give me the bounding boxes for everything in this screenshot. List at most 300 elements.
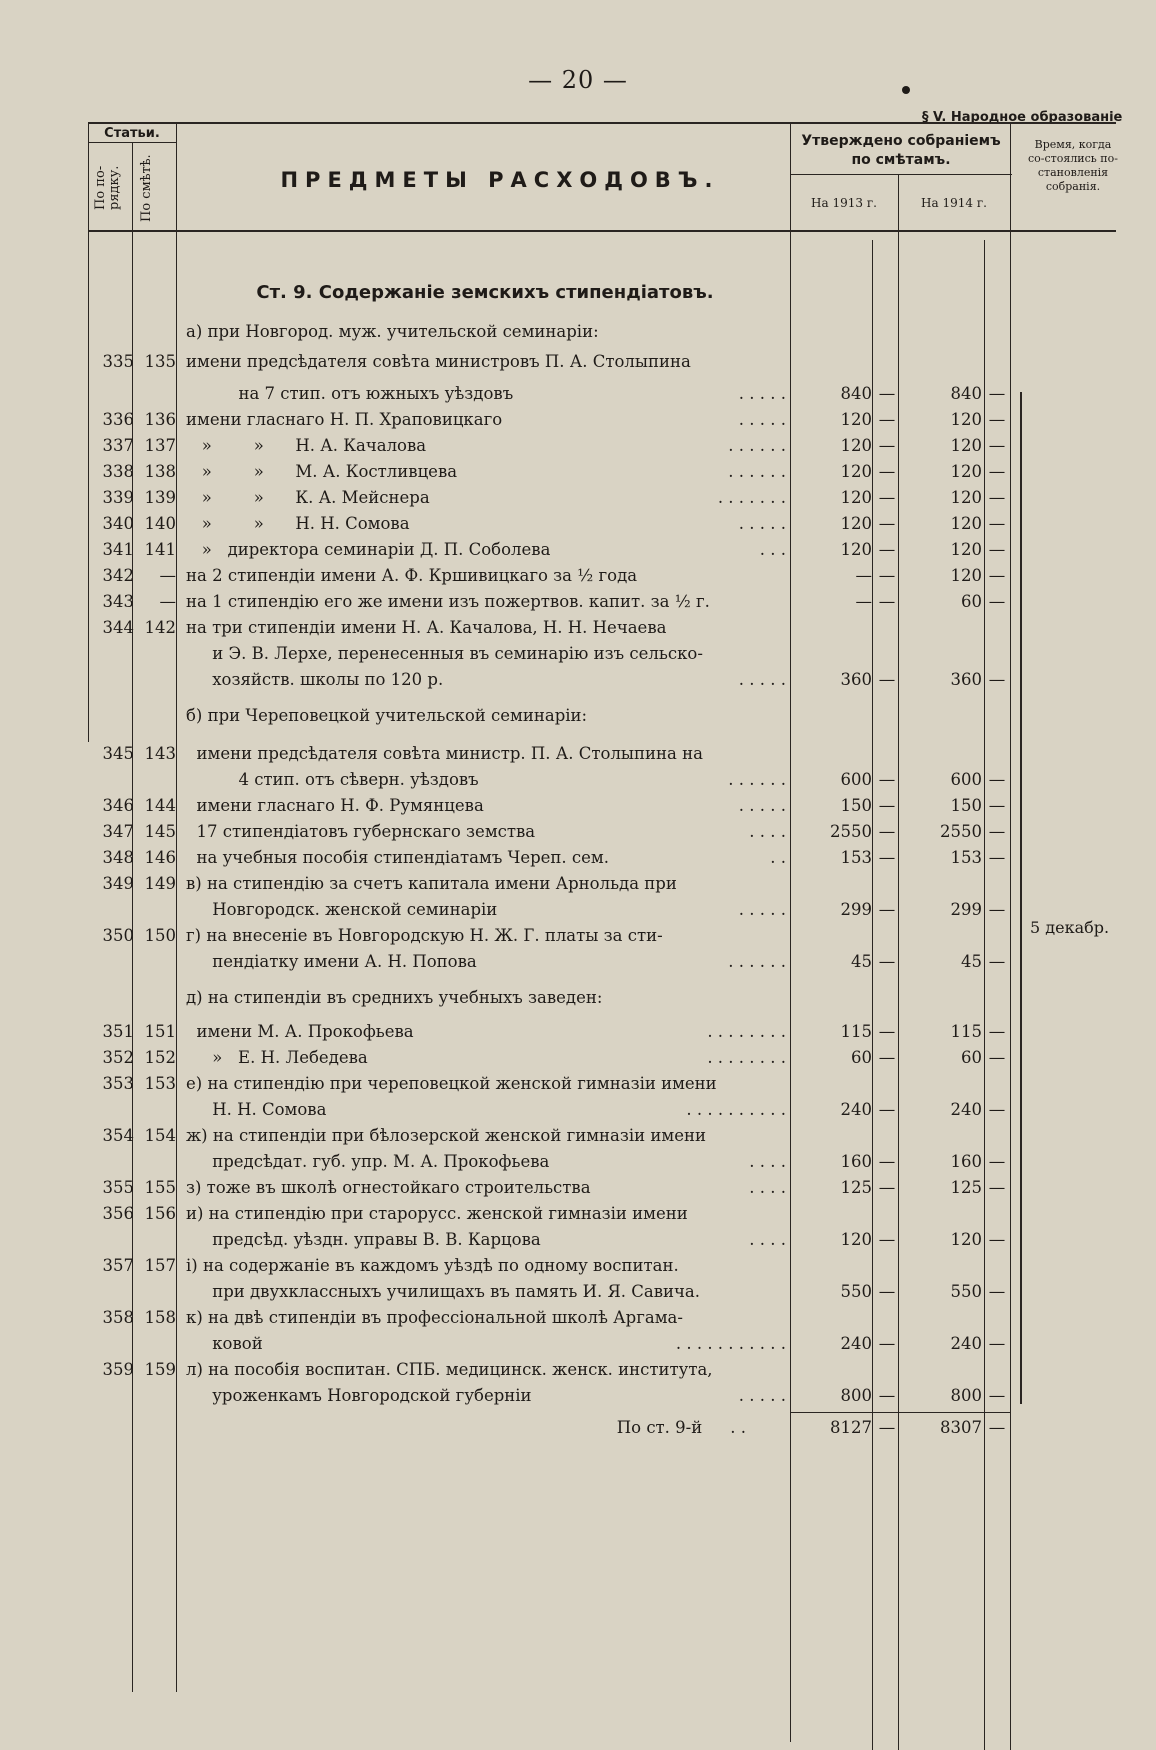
row-number: 337 [102, 436, 134, 455]
years-rule [790, 174, 1012, 175]
row-description-cell [186, 592, 786, 611]
table-row [0, 1178, 1156, 1204]
row-description-cell [186, 900, 786, 919]
header-statyi: Статьи. [104, 126, 160, 141]
row-number: 352 [102, 1048, 134, 1067]
amount-1914: 125 [950, 1178, 982, 1197]
row-description-cell [186, 436, 786, 455]
table-row [0, 670, 1156, 696]
row-text: г) на внесеніе въ Новгородскую Н. Ж. Г. платы за сти- [186, 926, 663, 945]
amount-1914: 45 [961, 952, 982, 971]
leader-dots: . . . . . . [728, 462, 786, 481]
amount-1913: 840 [840, 384, 872, 403]
kopeks-1913: — [878, 488, 896, 507]
table-row [0, 322, 1156, 348]
row-number: 348 [102, 848, 134, 867]
amount-1913: 120 [840, 462, 872, 481]
kopeks-1913: — [878, 1178, 896, 1197]
amount-1914: 360 [950, 670, 982, 689]
row-text: имени гласнаго Н. П. Храповицкаго [186, 410, 503, 429]
table-row [0, 488, 1156, 514]
kopeks-1913: — [878, 1230, 896, 1249]
row-description-cell [186, 566, 786, 585]
row-text: ж) на стипендіи при бѣлозерской женской гимназіи имени [186, 1126, 706, 1145]
header-po-smete: По смѣтѣ. [139, 154, 154, 222]
kopeks-1913: — [878, 462, 896, 481]
row-description-cell [186, 462, 786, 481]
row-description-cell [186, 410, 786, 429]
amount-1913: 120 [840, 514, 872, 533]
table-row [0, 988, 1156, 1014]
row-number: 353 [102, 1074, 134, 1093]
leader-dots: . . . . . [738, 796, 786, 815]
kopeks-1913: — [878, 410, 896, 429]
kopeks-1914: — [988, 410, 1006, 429]
row-description-cell [186, 744, 786, 763]
amount-1914: 800 [950, 1386, 982, 1405]
kopeks-1914: — [988, 1178, 1006, 1197]
estimate-number: 152 [144, 1048, 176, 1067]
amount-1913: 2550 [830, 822, 872, 841]
table-row [0, 514, 1156, 540]
amount-1914: 120 [950, 540, 982, 559]
total-kopeks-1914: — [988, 1418, 1006, 1437]
leader-dots: . . . [759, 540, 786, 559]
table-row [0, 566, 1156, 592]
total-label-cell [186, 1418, 746, 1437]
kopeks-1914: — [988, 1152, 1006, 1171]
kopeks-1913: — [878, 1386, 896, 1405]
amount-1914: 840 [950, 384, 982, 403]
table-row [0, 1230, 1156, 1256]
row-text: б) при Череповецкой учительской семинаріи: [186, 706, 588, 725]
amount-1913: 60 [851, 1048, 872, 1067]
kopeks-1914: — [988, 514, 1006, 533]
table-row [0, 1308, 1156, 1334]
row-number: 341 [102, 540, 134, 559]
kopeks-1913: — [878, 770, 896, 789]
row-number: 356 [102, 1204, 134, 1223]
kopeks-1913: — [878, 384, 896, 403]
amount-1914: 550 [950, 1282, 982, 1301]
amount-1914: 240 [950, 1334, 982, 1353]
amount-1913: 120 [840, 540, 872, 559]
kopeks-1914: — [988, 488, 1006, 507]
row-text: і) на содержаніе въ каждомъ уѣздѣ по одному воспитан. [186, 1256, 679, 1275]
table-row [0, 1256, 1156, 1282]
amount-1914: 115 [950, 1022, 982, 1041]
table-row [0, 540, 1156, 566]
header-po-poryadku: По по-рядку. [93, 165, 122, 211]
estimate-number: 156 [144, 1204, 176, 1223]
row-description-cell [186, 796, 786, 815]
row-number: 339 [102, 488, 134, 507]
amount-1914: 120 [950, 410, 982, 429]
kopeks-1913: — [878, 540, 896, 559]
kopeks-1913: — [878, 1100, 896, 1119]
estimate-number: 139 [144, 488, 176, 507]
row-number: 351 [102, 1022, 134, 1041]
kopeks-1914: — [988, 540, 1006, 559]
header-utverzhdeno: Утверждено собраніемъ по смѣтамъ. [801, 133, 1001, 168]
leader-dots: . . . . [749, 822, 786, 841]
kopeks-1913: — [878, 1282, 896, 1301]
leader-dots: . . . . . . . . [707, 1022, 786, 1041]
kopeks-1913: — [878, 822, 896, 841]
kopeks-1913: — [878, 566, 896, 585]
row-description-cell [186, 1308, 786, 1327]
row-description-cell [186, 1282, 786, 1301]
kopeks-1913: — [878, 670, 896, 689]
row-description-cell [186, 770, 786, 789]
leader-dots: . . . . . [738, 900, 786, 919]
row-description-cell [186, 1126, 786, 1145]
estimate-number: — [159, 566, 176, 585]
table-row [0, 952, 1156, 978]
amount-1914: 120 [950, 1230, 982, 1249]
table-row [0, 1074, 1156, 1100]
table-row [0, 770, 1156, 796]
row-description-cell [186, 1100, 786, 1119]
row-text: на 2 стипендіи имени А. Ф. Кршивицкаго за ½ года [186, 566, 638, 585]
leader-dots: . . . . . . [728, 436, 786, 455]
row-description-cell [186, 952, 786, 971]
amount-1914: 153 [950, 848, 982, 867]
table-row [0, 592, 1156, 618]
kopeks-1913: — [878, 1048, 896, 1067]
leader-dots: . . . . . . . . . . . [675, 1334, 786, 1353]
kopeks-1914: — [988, 1022, 1006, 1041]
row-text: предсѣдат. губ. упр. М. А. Прокофьева [186, 1152, 550, 1171]
row-text: з) тоже въ школѣ огнестойкаго строительства [186, 1178, 591, 1197]
row-text: в) на стипендію за счетъ капитала имени Арнольда при [186, 874, 677, 893]
amount-1914: 160 [950, 1152, 982, 1171]
amount-1913: 120 [840, 488, 872, 507]
kopeks-1914: — [988, 900, 1006, 919]
table-row [0, 618, 1156, 644]
table-row [0, 1386, 1156, 1412]
kopeks-1914: — [988, 952, 1006, 971]
amount-1914: 120 [950, 462, 982, 481]
table-row [0, 352, 1156, 378]
table-row [0, 1282, 1156, 1308]
row-description-cell [186, 1334, 786, 1353]
row-text: имени М. А. Прокофьева [186, 1022, 414, 1041]
leader-dots: . . . . . . . . . . [686, 1100, 786, 1119]
amount-1913: 115 [840, 1022, 872, 1041]
total-row [0, 1418, 1156, 1444]
estimate-number: 137 [144, 436, 176, 455]
row-text: пендіатку имени А. Н. Попова [186, 952, 477, 971]
amount-1914: 299 [950, 900, 982, 919]
kopeks-1914: — [988, 1386, 1006, 1405]
table-row [0, 1334, 1156, 1360]
row-description-cell [186, 926, 786, 945]
amount-1913: 120 [840, 410, 872, 429]
table-row [0, 1100, 1156, 1126]
estimate-number: 159 [144, 1360, 176, 1379]
amount-1914: 120 [950, 436, 982, 455]
table-row [0, 644, 1156, 670]
leader-dots: . . . . [749, 1230, 786, 1249]
row-text: » » К. А. Мейснера [186, 488, 430, 507]
leader-dots: . . [730, 1418, 746, 1437]
amount-1913: 550 [840, 1282, 872, 1301]
table-row [0, 874, 1156, 900]
table-row [0, 848, 1156, 874]
amount-1913: 120 [840, 436, 872, 455]
amount-1913: 45 [851, 952, 872, 971]
row-text: хозяйств. школы по 120 р. [186, 670, 444, 689]
amount-1913: 299 [840, 900, 872, 919]
amount-1913: 153 [840, 848, 872, 867]
row-description-cell [186, 1204, 786, 1223]
kopeks-1913: — [878, 848, 896, 867]
row-description-cell [186, 706, 786, 725]
amount-1914: 240 [950, 1100, 982, 1119]
estimate-number: 138 [144, 462, 176, 481]
row-description-cell [186, 1152, 786, 1171]
estimate-number: 150 [144, 926, 176, 945]
amount-1913: — [855, 566, 872, 585]
total-kopeks-1913: — [878, 1418, 896, 1437]
amount-1913: 800 [840, 1386, 872, 1405]
estimate-number: 146 [144, 848, 176, 867]
row-description-cell [186, 822, 786, 841]
kopeks-1914: — [988, 670, 1006, 689]
row-description-cell [186, 670, 786, 689]
kopeks-1914: — [988, 1230, 1006, 1249]
row-text: на учебныя пособія стипендіатамъ Череп. сем. [186, 848, 609, 867]
row-text: 17 стипендіатовъ губернскаго земства [186, 822, 536, 841]
leader-dots: . . . . . [738, 384, 786, 403]
header-1914: На 1914 г. [921, 196, 987, 210]
row-description-cell [186, 988, 786, 1007]
leader-dots: . . . . . . [728, 952, 786, 971]
kopeks-1913: — [878, 900, 896, 919]
estimate-number: 154 [144, 1126, 176, 1145]
row-text: л) на пособія воспитан. СПБ. медицинск. женск. института, [186, 1360, 713, 1379]
amount-1914: 120 [950, 488, 982, 507]
table-row [0, 1048, 1156, 1074]
row-number: 349 [102, 874, 134, 893]
table-row [0, 1152, 1156, 1178]
table-row [0, 1022, 1156, 1048]
kopeks-1914: — [988, 384, 1006, 403]
kopeks-1914: — [988, 822, 1006, 841]
amount-1914: 60 [961, 1048, 982, 1067]
row-number: 338 [102, 462, 134, 481]
kopeks-1914: — [988, 436, 1006, 455]
page-number: — 20 — [528, 66, 628, 94]
kopeks-1914: — [988, 1282, 1006, 1301]
row-number: 350 [102, 926, 134, 945]
row-text: » » М. А. Костливцева [186, 462, 458, 481]
amount-1913: 160 [840, 1152, 872, 1171]
estimate-number: 143 [144, 744, 176, 763]
row-text: предсѣд. уѣздн. управы В. В. Карцова [186, 1230, 541, 1249]
estimate-number: 145 [144, 822, 176, 841]
amount-1914: 120 [950, 514, 982, 533]
header-bottom-rule [88, 230, 1116, 232]
row-text: Новгородск. женской семинаріи [186, 900, 498, 919]
row-number: 336 [102, 410, 134, 429]
amount-1913: 150 [840, 796, 872, 815]
row-number: 343 [102, 592, 134, 611]
row-text: а) при Новгород. муж. учительской семинаріи: [186, 322, 599, 341]
row-number: 340 [102, 514, 134, 533]
row-text: имени гласнаго Н. Ф. Румянцева [186, 796, 484, 815]
kopeks-1914: — [988, 1334, 1006, 1353]
row-description-cell [186, 874, 786, 893]
total-rule [790, 1412, 1010, 1413]
row-description-cell [186, 384, 786, 403]
kopeks-1913: — [878, 514, 896, 533]
kopeks-1913: — [878, 952, 896, 971]
column-title: ПРЕДМЕТЫ РАСХОДОВЪ. [280, 168, 720, 192]
row-text: к) на двѣ стипендіи въ профессіональной школѣ Аргама- [186, 1308, 683, 1327]
kopeks-1913: — [878, 592, 896, 611]
row-text: на 1 стипендію его же имени изъ пожертвов. капит. за ½ г. [186, 592, 710, 611]
amount-1914: 150 [950, 796, 982, 815]
kopeks-1914: — [988, 1048, 1006, 1067]
total-1914: 8307 [940, 1418, 982, 1437]
row-text: на 7 стип. отъ южныхъ уѣздовъ [186, 384, 514, 403]
row-description-cell [186, 644, 786, 663]
estimate-number: 136 [144, 410, 176, 429]
table-row [0, 1204, 1156, 1230]
kopeks-1913: — [878, 1152, 896, 1171]
estimate-number: 151 [144, 1022, 176, 1041]
leader-dots: . . . . . [738, 514, 786, 533]
row-description-cell [186, 1360, 786, 1379]
leader-dots: . . . . . [738, 1386, 786, 1405]
row-text: е) на стипендію при череповецкой женской гимназіи имени [186, 1074, 717, 1093]
row-description-cell [186, 618, 786, 637]
table-row [0, 410, 1156, 436]
estimate-number: 149 [144, 874, 176, 893]
amount-1913: 120 [840, 1230, 872, 1249]
kopeks-1914: — [988, 848, 1006, 867]
header-top-rule [88, 122, 1116, 124]
leader-dots: . . . . . [738, 410, 786, 429]
leader-dots: . . . . . . . . [707, 1048, 786, 1067]
amount-1914: 60 [961, 592, 982, 611]
row-text: » » Н. А. Качалова [186, 436, 427, 455]
row-number: 358 [102, 1308, 134, 1327]
row-description-cell [186, 352, 786, 371]
kopeks-1914: — [988, 770, 1006, 789]
kopeks-1913: — [878, 1022, 896, 1041]
row-text: Н. Н. Сомова [186, 1100, 327, 1119]
row-description-cell [186, 514, 786, 533]
row-text: уроженкамъ Новгородской губерніи [186, 1386, 532, 1405]
row-number: 354 [102, 1126, 134, 1145]
estimate-number: 142 [144, 618, 176, 637]
row-number: 347 [102, 822, 134, 841]
row-text: при двухклассныхъ училищахъ въ память И. Я. Савича. [186, 1282, 700, 1301]
kopeks-1914: — [988, 1100, 1006, 1119]
table-row [0, 822, 1156, 848]
table-row [0, 1360, 1156, 1386]
estimate-number: 135 [144, 352, 176, 371]
row-description-cell [186, 1256, 786, 1275]
estimate-number: — [159, 592, 176, 611]
article-heading: Ст. 9. Содержаніе земскихъ стипендіатовъ. [256, 282, 714, 303]
row-text: и) на стипендію при старорусс. женской гимназіи имени [186, 1204, 688, 1223]
kopeks-1914: — [988, 796, 1006, 815]
row-number: 344 [102, 618, 134, 637]
estimate-number: 158 [144, 1308, 176, 1327]
table-row [0, 744, 1156, 770]
row-text: » » Н. Н. Сомова [186, 514, 410, 533]
estimate-number: 141 [144, 540, 176, 559]
estimate-number: 157 [144, 1256, 176, 1275]
row-number: 335 [102, 352, 134, 371]
header-vremya: Время, когда со-стоялись по-становленія собранія. [1028, 138, 1118, 193]
row-number: 342 [102, 566, 134, 585]
row-number: 357 [102, 1256, 134, 1275]
total-label: По ст. 9-й [616, 1418, 703, 1437]
amount-1914: 120 [950, 566, 982, 585]
row-text: и Э. В. Лерхе, перенесенныя въ семинарію изъ сельско- [186, 644, 703, 663]
amount-1913: 240 [840, 1334, 872, 1353]
row-text: ковой [186, 1334, 263, 1353]
kopeks-1914: — [988, 462, 1006, 481]
estimate-number: 155 [144, 1178, 176, 1197]
kopeks-1913: — [878, 436, 896, 455]
section-title: § V. Народное образованіе [922, 110, 1123, 125]
leader-dots: . . . . . . [728, 770, 786, 789]
amount-1914: 600 [950, 770, 982, 789]
row-description-cell [186, 1386, 786, 1405]
row-text: имени предсѣдателя совѣта министровъ П. А. Столыпина [186, 352, 691, 371]
leader-dots: . . . . [749, 1178, 786, 1197]
row-description-cell [186, 1022, 786, 1041]
leader-dots: . . . . . . . [717, 488, 786, 507]
row-text: на три стипендіи имени Н. А. Качалова, Н. Н. Нечаева [186, 618, 667, 637]
row-description-cell [186, 1048, 786, 1067]
total-1913: 8127 [830, 1418, 872, 1437]
table-row [0, 796, 1156, 822]
ink-dot [902, 86, 910, 94]
kopeks-1913: — [878, 796, 896, 815]
row-description-cell [186, 322, 786, 341]
date-note: 5 декабр. [1030, 918, 1110, 937]
row-description-cell [186, 1230, 786, 1249]
amount-1913: 360 [840, 670, 872, 689]
leader-dots: . . [770, 848, 786, 867]
amount-1913: 240 [840, 1100, 872, 1119]
row-number: 355 [102, 1178, 134, 1197]
table-row [0, 384, 1156, 410]
table-row [0, 706, 1156, 732]
estimate-number: 140 [144, 514, 176, 533]
amount-1914: 2550 [940, 822, 982, 841]
row-text: д) на стипендіи въ среднихъ учебныхъ заведен: [186, 988, 603, 1007]
row-description-cell [186, 540, 786, 559]
row-text: » директора семинаріи Д. П. Соболева [186, 540, 551, 559]
row-description-cell [186, 848, 786, 867]
table-row [0, 436, 1156, 462]
row-number: 346 [102, 796, 134, 815]
leader-dots: . . . . . [738, 670, 786, 689]
amount-1913: 125 [840, 1178, 872, 1197]
row-number: 359 [102, 1360, 134, 1379]
row-text: 4 стип. отъ сѣверн. уѣздовъ [186, 770, 479, 789]
leader-dots: . . . . [749, 1152, 786, 1171]
estimate-number: 144 [144, 796, 176, 815]
